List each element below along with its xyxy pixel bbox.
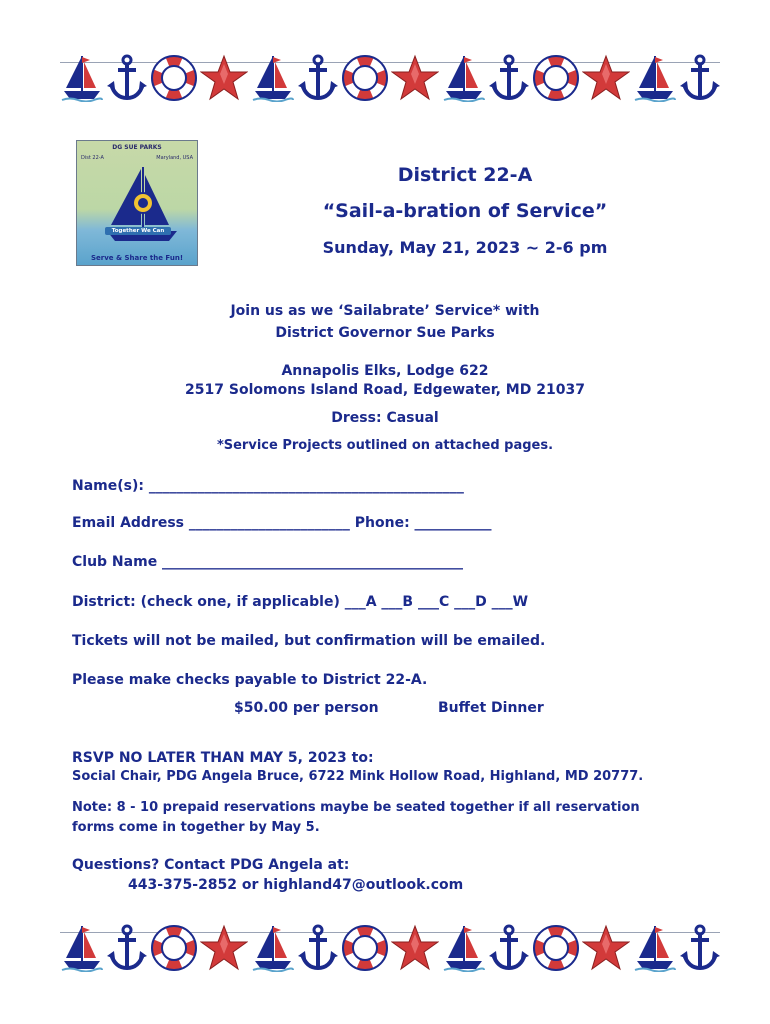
sailboat-icon [251, 924, 295, 974]
venue-name: Annapolis Elks, Lodge 622 [281, 363, 489, 379]
banner-items [60, 54, 720, 104]
anchor-icon [107, 924, 147, 974]
anchor-icon [680, 54, 720, 104]
anchor-icon [107, 54, 147, 104]
sailboat-icon [442, 54, 486, 104]
contact-heading: Questions? Contact PDG Angela at: [72, 857, 350, 873]
logo-left-text: Dist 22-A [81, 155, 104, 161]
star-icon [391, 54, 439, 104]
tickets-note: Tickets will not be mailed, but confirmation will be emailed. [72, 633, 546, 649]
anchor-icon [489, 54, 529, 104]
contact-details[interactable]: 443-375-2852 or highland47@outlook.com [128, 877, 464, 893]
anchor-icon [680, 924, 720, 974]
anchor-icon [489, 924, 529, 974]
ticket-price: $50.00 per person [234, 700, 379, 716]
intro-line-1: Join us as we ‘Sailabrate’ Service* with [230, 303, 540, 319]
sailboat-icon [60, 924, 104, 974]
sailboat-icon [442, 924, 486, 974]
star-icon [582, 54, 630, 104]
anchor-icon [298, 924, 338, 974]
banner-items [60, 924, 720, 974]
sailboat-icon [251, 54, 295, 104]
life-ring-icon [150, 924, 198, 974]
event-date-time: Sunday, May 21, 2023 ~ 2-6 pm [322, 238, 608, 257]
star-icon [200, 924, 248, 974]
logo-right-text: Maryland, USA [156, 155, 193, 161]
district-checkbox-field[interactable]: District: (check one, if applicable) ___A ___B ___C ___D ___W [72, 594, 529, 610]
club-name-field[interactable]: Club Name ___________________________________________ [72, 554, 464, 570]
star-icon [391, 924, 439, 974]
sailboat-icon [60, 54, 104, 104]
life-ring-icon [532, 54, 580, 104]
life-ring-icon [341, 54, 389, 104]
logo-tagline: Together We Can [105, 227, 171, 235]
email-phone-field[interactable]: Email Address _______________________ Phone: ___________ [72, 515, 492, 531]
logo-footer: Serve & Share the Fun! [90, 254, 184, 262]
event-name-title: “Sail-a-bration of Service” [322, 200, 608, 222]
life-ring-icon [341, 924, 389, 974]
star-icon [200, 54, 248, 104]
dress-code: Dress: Casual [331, 410, 439, 426]
intro-line-2: District Governor Sue Parks [275, 325, 495, 341]
sailboat-icon [633, 924, 677, 974]
names-field[interactable]: Name(s): _____________________________________________ [72, 478, 464, 494]
logo-sailboat-icon [77, 141, 198, 266]
bottom-nautical-banner [60, 918, 720, 974]
logo-header: DG SUE PARKS [112, 144, 162, 151]
meal-type: Buffet Dinner [438, 700, 544, 716]
sailboat-icon [633, 54, 677, 104]
top-nautical-banner [60, 48, 720, 104]
service-projects-note: *Service Projects outlined on attached pages. [216, 438, 554, 453]
anchor-icon [298, 54, 338, 104]
life-ring-icon [532, 924, 580, 974]
life-ring-icon [150, 54, 198, 104]
district-logo [76, 140, 198, 266]
venue-address: 2517 Solomons Island Road, Edgewater, MD 21037 [185, 382, 585, 398]
rsvp-heading: RSVP NO LATER THAN MAY 5, 2023 to: [72, 750, 374, 766]
event-district-title: District 22-A [397, 164, 533, 186]
checks-payable-note: Please make checks payable to District 22-A. [72, 672, 428, 688]
reservation-note-line-2: forms come in together by May 5. [72, 820, 320, 835]
reservation-note-line-1: Note: 8 - 10 prepaid reservations maybe be seated together if all reservation [72, 800, 640, 815]
rsvp-address: Social Chair, PDG Angela Bruce, 6722 Mink Hollow Road, Highland, MD 20777. [72, 769, 644, 784]
star-icon [582, 924, 630, 974]
